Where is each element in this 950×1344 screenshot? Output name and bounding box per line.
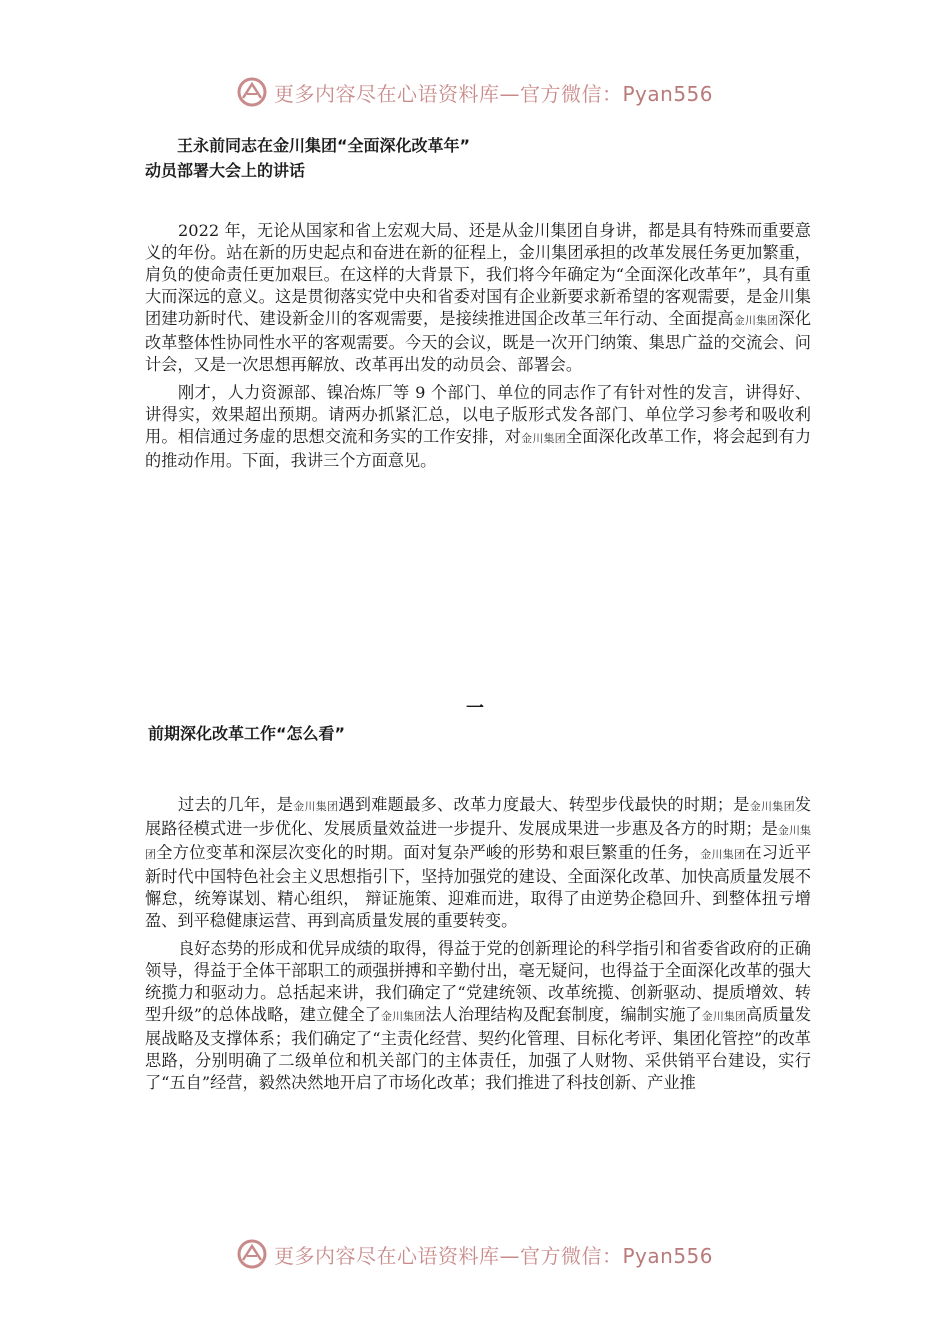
speech-title-line-1: 王永前同志在金川集团“全面深化改革年” — [177, 136, 471, 155]
watermark-text: 更多内容尽在心语资料库—官方微信：Pyan556 — [274, 1243, 714, 1268]
watermark-logo-icon — [234, 1236, 270, 1272]
intro-paragraph-2: 刚才，人力资源部、镍冶炼厂等 9 个部门、单位的同志作了有针对性的发言，讲得好、讲得实，效果超出预期。请两办抓紧汇总，以电子版形式发各部门、单位学习参考和吸收利用。相信通过务虚的思想交流和务实的工作安排，对金川集团全面深化改革工作，将会起到有力的推动作用。下面，我讲三个方面意见。 — [145, 383, 812, 470]
watermark-banner-bottom — [0, 1232, 950, 1276]
watermark-text: 更多内容尽在心语资料库—官方微信：Pyan556 — [274, 81, 714, 106]
section-body — [145, 794, 811, 1094]
speech-title-line-2: 动员部署大会上的讲话 — [145, 161, 306, 180]
intro-paragraph-1: 2022 年，无论从国家和省上宏观大局、还是从金川集团自身讲，都是具有特殊而重要意义的年份。站在新的历史起点和奋进在新的征程上，金川集团承担的改革发展任务更加繁重，肩负的使命责任更加艰巨。在这样的大背景下，我们将今年确定为“全面深化改革年”，具有重大而深远的意义。这是贯彻落实党中央和省委对国有企业新要求新希望的客观需要，是金川集团建功新时代、建设新金川的客观需要，是接续推进国企改革三年行动、全面提高金川集团深化改革整体性协同性水平的客观需要。今天的会议，既是一次开门纳策、集思广益的交流会、问计会，又是一次思想再解放、改革再出发的动员会、部署会。 — [145, 221, 812, 374]
section-paragraph-2: 良好态势的形成和优异成绩的取得，得益于党的创新理论的科学指引和省委省政府的正确领导，得益于全体干部职工的顽强拼搏和辛勤付出，毫无疑问，也得益于全面深化改革的强大统揽力和驱动力。总括起来讲，我们确定了“党建统领、改革统揽、创新驱动、提质增效、转型升级”的总体战略，建立健全了金川集团法人治理结构及配套制度，编制实施了金川集团高质量发展战略及支撑体系；我们确定了“主责化经营、契约化管理、目标化考评、集团化管控”的改革思路，分别明确了二级单位和机关部门的主体责任，加强了人财物、采供销平台建设，实行了“五自”经营，毅然决然地开启了市场化改革；我们推进了科技创新、产业推 — [145, 939, 812, 1092]
section-title: 前期深化改革工作“怎么看” — [148, 724, 346, 743]
watermark-logo-icon — [234, 74, 270, 110]
watermark-banner-top — [0, 70, 950, 114]
intro-section — [145, 220, 811, 472]
section-number: 一 — [466, 698, 484, 719]
section-paragraph-1: 过去的几年，是金川集团遇到难题最多、改革力度最大、转型步伐最快的时期；是金川集团发展路径模式进一步优化、发展质量效益进一步提升、发展成果进一步惠及各方的时期；是金川集团全方位变革和深层次变化的时期。面对复杂严峻的形势和艰巨繁重的任务，金川集团在习近平新时代中国特色社会主义思想指引下，坚持加强党的建设、全面深化改革、加快高质量发展不懈怠，统筹谋划、精心组织， 辩证施策、迎难而进，取得了由逆势企稳回升、到整体扭亏增盈、到平稳健康运营、再到高质量发展的重要转变。 — [145, 795, 812, 930]
